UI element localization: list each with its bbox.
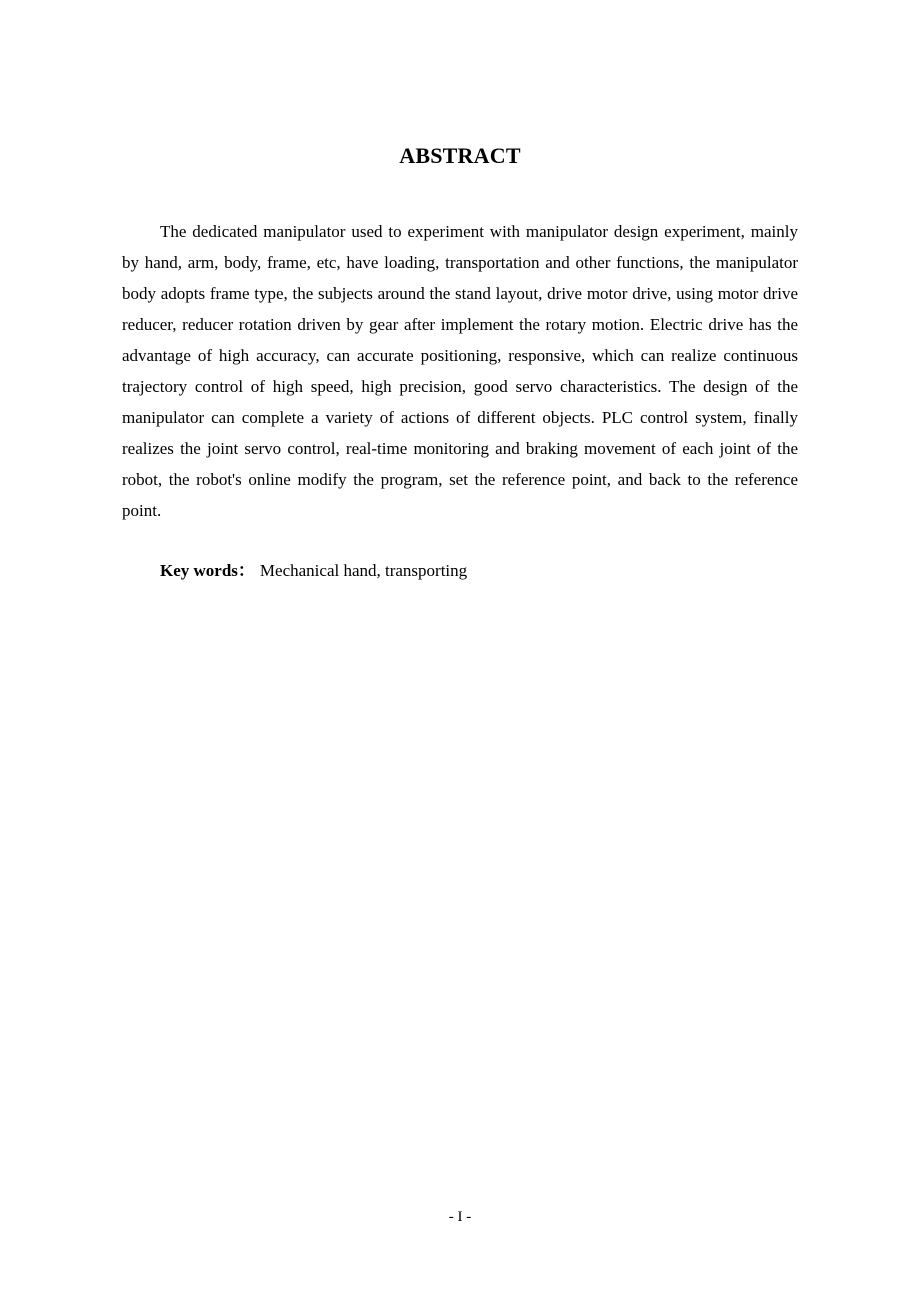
keywords-value: Mechanical hand, transporting (259, 561, 468, 580)
page-number: - I - (448, 1209, 472, 1225)
keywords-line (160, 555, 467, 586)
abstract-paragraph: The dedicated manipulator used to experiment with manipulator design experiment, mainly by hand, arm, body, frame, etc, have loading, transportation and other functions, the manipulator body adopts frame type, the subjects around the stand layout, drive motor drive, using motor drive reducer, reducer rotation driven by gear after implement the rotary motion. Electric drive has the advantage of high accuracy, can accurate positioning, responsive, which can realize continuous trajectory control of high speed, high precision, good servo characteristics. The design of the manipulator can complete a variety of actions of different objects. PLC control system, finally realizes the joint servo control, real-time monitoring and braking movement of each joint of the robot, the robot's online modify the program, set the reference point, and back to the reference point. (122, 222, 798, 520)
keywords-colon: ： (237, 561, 255, 580)
keywords-label: Key words (160, 561, 238, 580)
page-title: ABSTRACT (399, 143, 521, 168)
